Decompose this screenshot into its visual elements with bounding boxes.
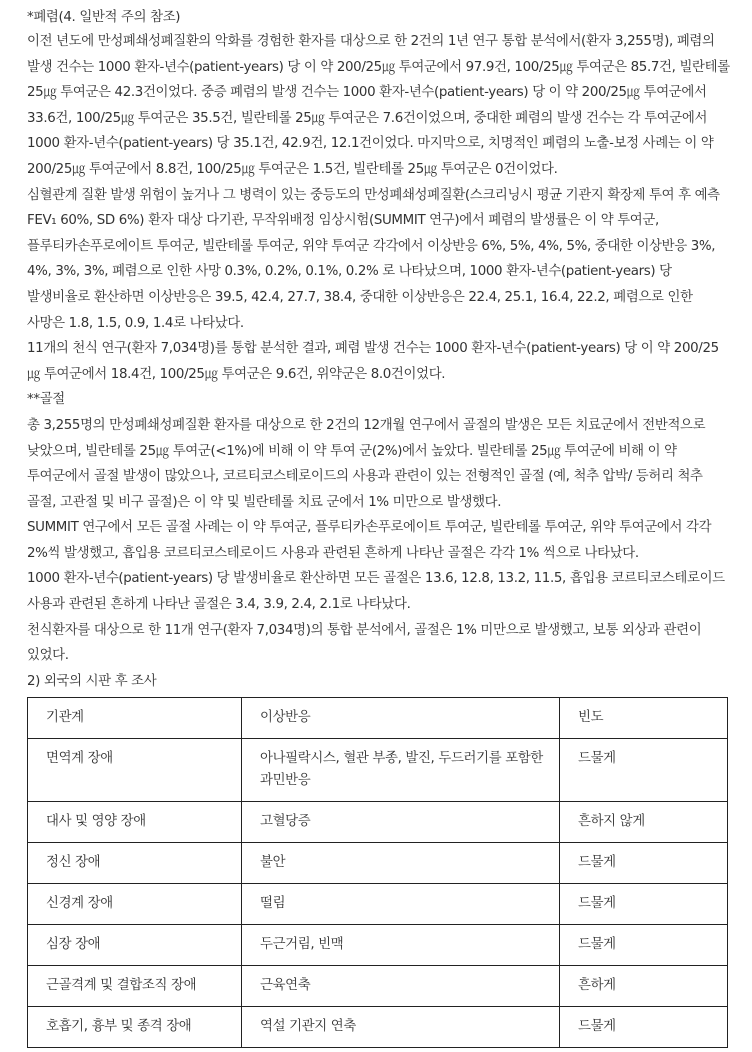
- cell-frequency: 흔하지 않게: [560, 802, 728, 843]
- paragraph-summit-fracture: SUMMIT 연구에서 모든 골절 사례는 이 약 투여군, 플루티카손푸로에이트 투여군, 빌란테롤 투여군, 위약 투여군에서 각각 2%씩 발생했고, 흡입용 코르티코스테로이드 사용과 관련된 흔하게 나타난 골절은 각각 1% 씩으로 나타났다.: [27, 520, 712, 561]
- adverse-reaction-table: [27, 697, 728, 1048]
- cell-frequency: 드물게: [560, 925, 728, 966]
- cell-organ-system: 심장 장애: [28, 925, 242, 966]
- cell-adverse-reaction: 근육연축: [242, 966, 560, 1007]
- table-row: [28, 843, 728, 884]
- section-heading-fracture: **골절: [27, 392, 65, 408]
- paragraph-copd-fracture: 총 3,255명의 만성폐쇄성폐질환 환자를 대상으로 한 2건의 12개월 연구에서 골절의 발생은 모든 치료군에서 전반적으로 낮았으며, 빌란테롤 25㎍ 투여군(<1%)에 비해 이 약 투여 군(2%)에서 높았다. 빌란테롤 25㎍ 투여군에 비해 이 약 투여군에서 골절 발생이 많았으나, 코르티코스테로이드의 사용과 관련이 있는 전형적인 골절 (예, 척추 압박/ 등허리 척추 골절, 고관절 및 비구 골절)은 이 약 및 빌란테롤 치료 군에서 1% 미만으로 발생했다.: [27, 417, 706, 510]
- table-header-row: [28, 698, 728, 739]
- cell-frequency: 드물게: [560, 884, 728, 925]
- table-row: [28, 1007, 728, 1048]
- cell-adverse-reaction: 역설 기관지 연축: [242, 1007, 560, 1048]
- cell-organ-system: 신경계 장애: [28, 884, 242, 925]
- paragraph-summit-pneumonia: 심혈관계 질환 발생 위험이 높거나 그 병력이 있는 중등도의 만성폐쇄성폐질환(스크리닝시 평균 기관지 확장제 투여 후 예측 FEV₁ 60%, SD 6%) 환자 대상 다기관, 무작위배정 임상시험(SUMMIT 연구)에서 폐렴의 발생률은 이 약 투여군, 플루티카손푸로에이트 투여군, 빌란테롤 투여군, 위약 투여군 각각에서 이상반응 6%, 5%, 4%, 5%, 중대한 이상반응 3%, 4%, 3%, 3%, 폐렴으로 인한 사망 0.3%, 0.2%, 0.1%, 0.2% 로 나타났으며, 1000 환자-년수(patient-years) 당 발생비율로 환산하면 이상반응은 39.5, 42.4, 27.7, 38.4, 중대한 이상반응은 22.4, 25.1, 16.4, 22.2, 폐렴으로 인한 사망은 1.8, 1.5, 0.9, 1.4로 나타났다.: [27, 187, 720, 331]
- section-heading-postmarketing: 2) 외국의 시판 후 조사: [27, 673, 157, 689]
- cell-adverse-reaction: 고혈당증: [242, 802, 560, 843]
- cell-adverse-reaction: 불안: [242, 843, 560, 884]
- cell-organ-system: 근골격계 및 결합조직 장애: [28, 966, 242, 1007]
- table-row: [28, 739, 728, 802]
- paragraph-asthma-pneumonia: 11개의 천식 연구(환자 7,034명)를 통합 분석한 결과, 폐렴 발생 건수는 1000 환자-년수(patient-years) 당 이 약 200/25㎍ 투여군에서 18.4건, 100/25㎍ 투여군은 9.6건, 위약군은 8.0건이었다.: [27, 341, 719, 382]
- cell-adverse-reaction: 아나필락시스, 혈관 부종, 발진, 두드러기를 포함한 과민반응: [242, 739, 560, 802]
- header-organ-system: 기관계: [28, 698, 242, 739]
- cell-frequency: 드물게: [560, 843, 728, 884]
- header-frequency: 빈도: [560, 698, 728, 739]
- cell-organ-system: 호흡기, 흉부 및 종격 장애: [28, 1007, 242, 1048]
- paragraph-fracture-rates: 1000 환자-년수(patient-years) 당 발생비율로 환산하면 모든 골절은 13.6, 12.8, 13.2, 11.5, 흡입용 코르티코스테로이드 사용과 관련된 흔하게 나타난 골절은 3.4, 3.9, 2.4, 2.1로 나타났다.: [27, 571, 725, 613]
- cell-frequency: 드물게: [560, 739, 728, 802]
- cell-frequency: 드물게: [560, 1007, 728, 1048]
- paragraph-asthma-fracture: 천식환자를 대상으로 한 11개 연구(환자 7,034명)의 통합 분석에서, 골절은 1% 미만으로 발생했고, 보통 외상과 관련이 있었다.: [27, 622, 702, 664]
- cell-adverse-reaction: 떨림: [242, 884, 560, 925]
- table-row: [28, 925, 728, 966]
- table-row: [28, 966, 728, 1007]
- table-row: [28, 884, 728, 925]
- header-adverse-reaction: 이상반응: [242, 698, 560, 739]
- cell-organ-system: 정신 장애: [28, 843, 242, 884]
- cell-adverse-reaction: 두근거림, 빈맥: [242, 925, 560, 966]
- cell-frequency: 흔하게: [560, 966, 728, 1007]
- section-heading-pneumonia: *폐렴(4. 일반적 주의 참조): [27, 10, 181, 25]
- table-row: [28, 802, 728, 843]
- paragraph-copd-pneumonia: 이전 년도에 만성폐쇄성폐질환의 악화를 경험한 환자를 대상으로 한 2건의 1년 연구 통합 분석에서(환자 3,255명), 폐렴의 발생 건수는 1000 환자-년수(patient-years) 당 이 약 200/25㎍ 투여군에서 97.9건, 100/25㎍ 투여군은 85.7건, 빌란테롤 25㎍ 투여군은 42.3건이었다. 중증 폐렴의 발생 건수는 1000 환자-년수(patient-years) 당 이 약 200/25㎍ 투여군에서 33.6건, 100/25㎍ 투여군은 35.5건, 빌란테롤 25㎍ 투여군은 7.6건이었으며, 중대한 폐렴의 발생 건수는 각 투여군에서 1000 환자-년수(patient-years) 당 35.1건, 42.9건, 12.1건이었다. 마지막으로, 치명적인 폐렴의 노출-보정 사례는 이 약 200/25㎍ 투여군에서 8.8건, 100/25㎍ 투여군은 1.5건, 빌란테롤 25㎍ 투여군은 0건이었다.: [27, 34, 730, 177]
- cell-organ-system: 대사 및 영양 장애: [28, 802, 242, 843]
- cell-organ-system: 면역계 장애: [28, 739, 242, 802]
